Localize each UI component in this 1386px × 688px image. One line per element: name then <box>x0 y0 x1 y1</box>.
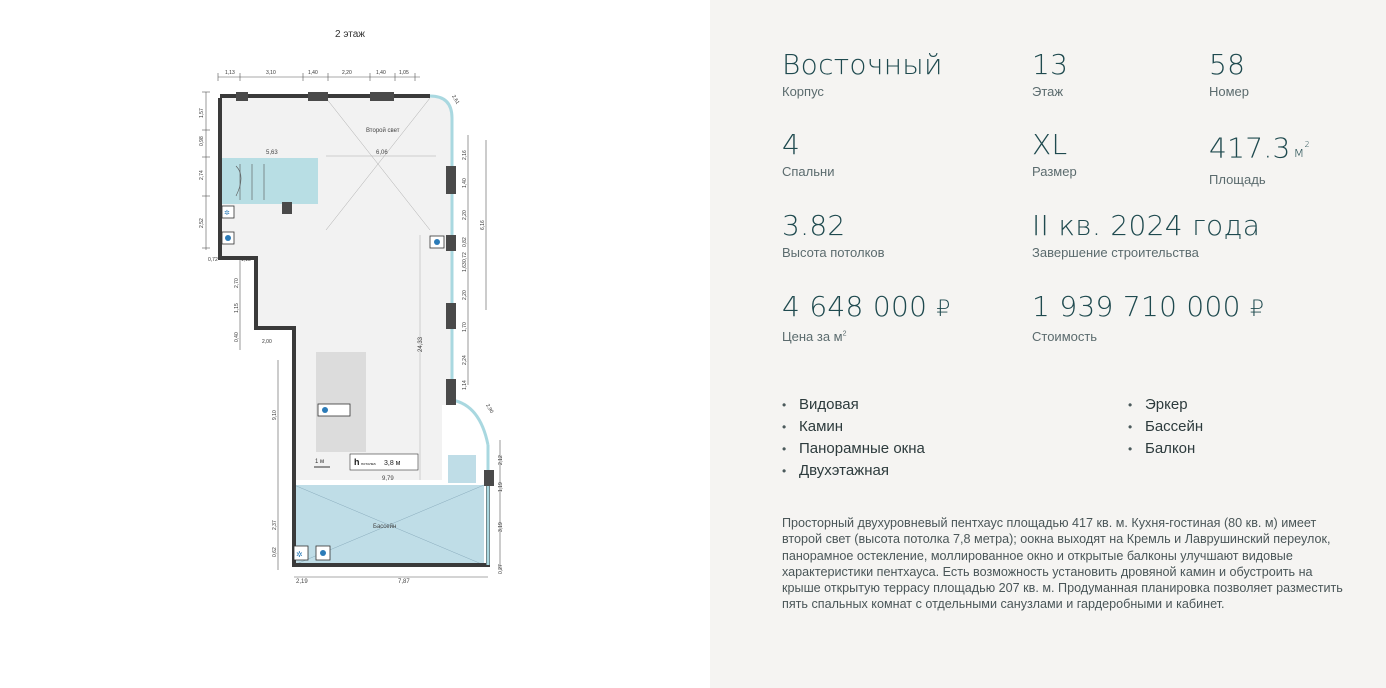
dim-left-1: 0,98 <box>199 136 205 146</box>
floor-value: 13 <box>1032 48 1069 81</box>
dim-left-12: 0,62 <box>272 547 278 557</box>
price-per-m-label: Цена за м <box>782 329 843 344</box>
dim-left-0: 1,57 <box>199 108 205 118</box>
feature-item: • Балкон <box>1128 440 1196 457</box>
dim-left-7: 1,15 <box>234 303 240 313</box>
dim-bottom-0: 2,19 <box>296 579 308 585</box>
dim-bottom-1: 7,87 <box>398 579 410 585</box>
price-per-m-line <box>782 292 951 325</box>
feature-item: • Видовая <box>782 396 859 413</box>
dim-left-4: 0,72 <box>208 257 218 263</box>
bedrooms-label: Спальни <box>782 164 835 179</box>
dim-top-4: 1,40 <box>376 70 386 76</box>
stat-completion <box>1032 211 1260 260</box>
scale-label: 1 м <box>315 459 325 465</box>
dim-inner-3: 9,79 <box>382 476 394 482</box>
dim-right-6: 2,20 <box>462 290 468 300</box>
ceiling-height-label <box>350 454 418 470</box>
feature-item: • Камин <box>782 418 844 435</box>
dim-right-10: 2,90 <box>484 403 495 415</box>
stat-bedrooms <box>782 130 834 179</box>
stat-ceiling <box>782 211 885 260</box>
price-per-m-label-line <box>782 329 951 344</box>
stat-total-price <box>1032 292 1264 344</box>
dim-left-2: 2,74 <box>199 170 205 180</box>
completion-label: Завершение строительства <box>1032 245 1199 260</box>
ruble-icon-total: ₽ <box>1249 297 1265 322</box>
dim-left-5: 1,18 <box>241 257 251 263</box>
dim-right-7: 1,70 <box>462 322 468 332</box>
fireplace-water-icon <box>318 404 350 416</box>
price-per-m-value: 4 648 000 <box>782 290 928 323</box>
building-value: Восточный <box>782 48 943 81</box>
building-label: Корпус <box>782 84 824 99</box>
staircase-glass <box>220 158 318 204</box>
dim-right-0: 2,16 <box>462 150 468 160</box>
total-price-line <box>1032 292 1264 325</box>
pool-step <box>448 455 476 483</box>
water-icon <box>222 232 234 244</box>
bedrooms-value: 4 <box>782 128 801 161</box>
details-panel <box>710 0 1386 688</box>
features-list-left <box>782 394 925 482</box>
dim-right-5: 1,63 <box>462 262 468 272</box>
dim-top-0: 1,13 <box>225 70 235 76</box>
svg-text:✲: ✲ <box>296 550 303 559</box>
dim-top-5: 1,05 <box>399 70 409 76</box>
stat-floor <box>1032 50 1068 99</box>
svg-text:h: h <box>354 457 360 467</box>
floor-areas <box>220 96 484 565</box>
dim-left-3: 2,52 <box>199 218 205 228</box>
dim-right-2: 2,20 <box>462 210 468 220</box>
dim-top-6: 2,61 <box>450 94 461 106</box>
number-value: 58 <box>1209 48 1246 81</box>
dim-inner-0: 5,63 <box>266 150 278 156</box>
second-light-label: Второй свет <box>366 128 400 134</box>
svg-text:✲: ✲ <box>224 210 230 217</box>
dim-right-12: 1,19 <box>498 482 504 492</box>
ceiling-label: Высота потолков <box>782 245 885 260</box>
dim-inner-1: 6,06 <box>376 150 388 156</box>
dim-inner-2: 24,33 <box>418 336 424 352</box>
feature-item: • Панорамные окна <box>782 440 925 457</box>
area-unit-sup: 2 <box>1304 140 1310 149</box>
floor-plan[interactable] <box>190 60 520 590</box>
dim-right-14: 0,27 <box>498 564 504 574</box>
feature-item: • Эркер <box>1128 396 1188 413</box>
dim-right-8: 2,24 <box>462 355 468 365</box>
area-unit: м <box>1293 145 1305 162</box>
feature-item: • Бассейн <box>1128 418 1204 435</box>
dim-right-1: 1,40 <box>462 178 468 188</box>
dim-right-4: 0,72 <box>462 252 468 262</box>
stat-area <box>1209 130 1310 187</box>
pool-water-icon <box>316 546 330 560</box>
pool-ventilation-icon <box>294 546 308 560</box>
dim-top-3: 2,20 <box>342 70 352 76</box>
svg-text:потолка: потолка <box>361 461 376 466</box>
stat-price-per-m <box>782 292 951 344</box>
ceiling-value: 3.82 <box>782 209 846 242</box>
number-label: Номер <box>1209 84 1250 99</box>
dim-right-11: 2,12 <box>498 455 504 465</box>
floor-label-stat: Этаж <box>1032 84 1064 99</box>
features-list-right <box>1128 394 1203 460</box>
size-value: XL <box>1032 128 1068 161</box>
dim-left-11: 2,37 <box>272 520 278 530</box>
stat-building <box>782 50 943 99</box>
dim-right-9: 1,14 <box>462 380 468 390</box>
dim-left-6: 2,70 <box>234 278 240 288</box>
dim-left-8: 0,40 <box>234 332 240 342</box>
dim-right-13: 3,19 <box>498 522 504 532</box>
description: Просторный двухуровневый пентхаус площадью 417 кв. м. Кухня-гостиная (80 кв. м) имеет второй свет (высота потолка 7,8 метра); оокна выходят на Кремль и Лаврушинский переулок, панорамное остекление, моллированное окно и открытые балконы улучшают видовые характеристики пентхауса. Есть возможность установить дровяной камин и обустроить на крыше открытую террасу площадью 207 кв. м. Продуманная планировка позволяет разместить пять спальных комнат с отдельными санузлами и гардеробными и кабинет. <box>782 516 1343 612</box>
total-price-value: 1 939 710 000 <box>1032 290 1241 323</box>
floor-label: 2 этаж <box>335 29 365 40</box>
dimension-lines-top <box>218 73 420 81</box>
dim-right-15: 6,16 <box>480 220 486 230</box>
dim-top-1: 3,10 <box>266 70 276 76</box>
dim-top-2: 1,40 <box>308 70 318 76</box>
dim-left-10: 9,10 <box>272 410 278 420</box>
size-label: Размер <box>1032 164 1077 179</box>
area-label: Площадь <box>1209 172 1266 188</box>
area-value: 417.3 <box>1209 131 1291 165</box>
ventilation-icon <box>222 206 234 218</box>
area-value-line <box>1209 130 1310 168</box>
pool-label: Бассейн <box>373 524 397 530</box>
fireplace-zone <box>316 352 366 452</box>
total-price-label: Стоимость <box>1032 329 1098 344</box>
feature-item: • Двухэтажная <box>782 462 889 479</box>
completion-value: II кв. 2024 года <box>1032 209 1261 242</box>
svg-text:3,8 м: 3,8 м <box>384 460 401 467</box>
ruble-icon: ₽ <box>936 297 951 322</box>
dim-left-9: 2,00 <box>262 339 272 345</box>
dim-right-3: 0,82 <box>462 237 468 247</box>
stat-number <box>1209 50 1249 99</box>
price-per-m-label-sup: 2 <box>842 330 847 338</box>
stat-size <box>1032 130 1077 179</box>
water-icon-right <box>430 236 444 248</box>
